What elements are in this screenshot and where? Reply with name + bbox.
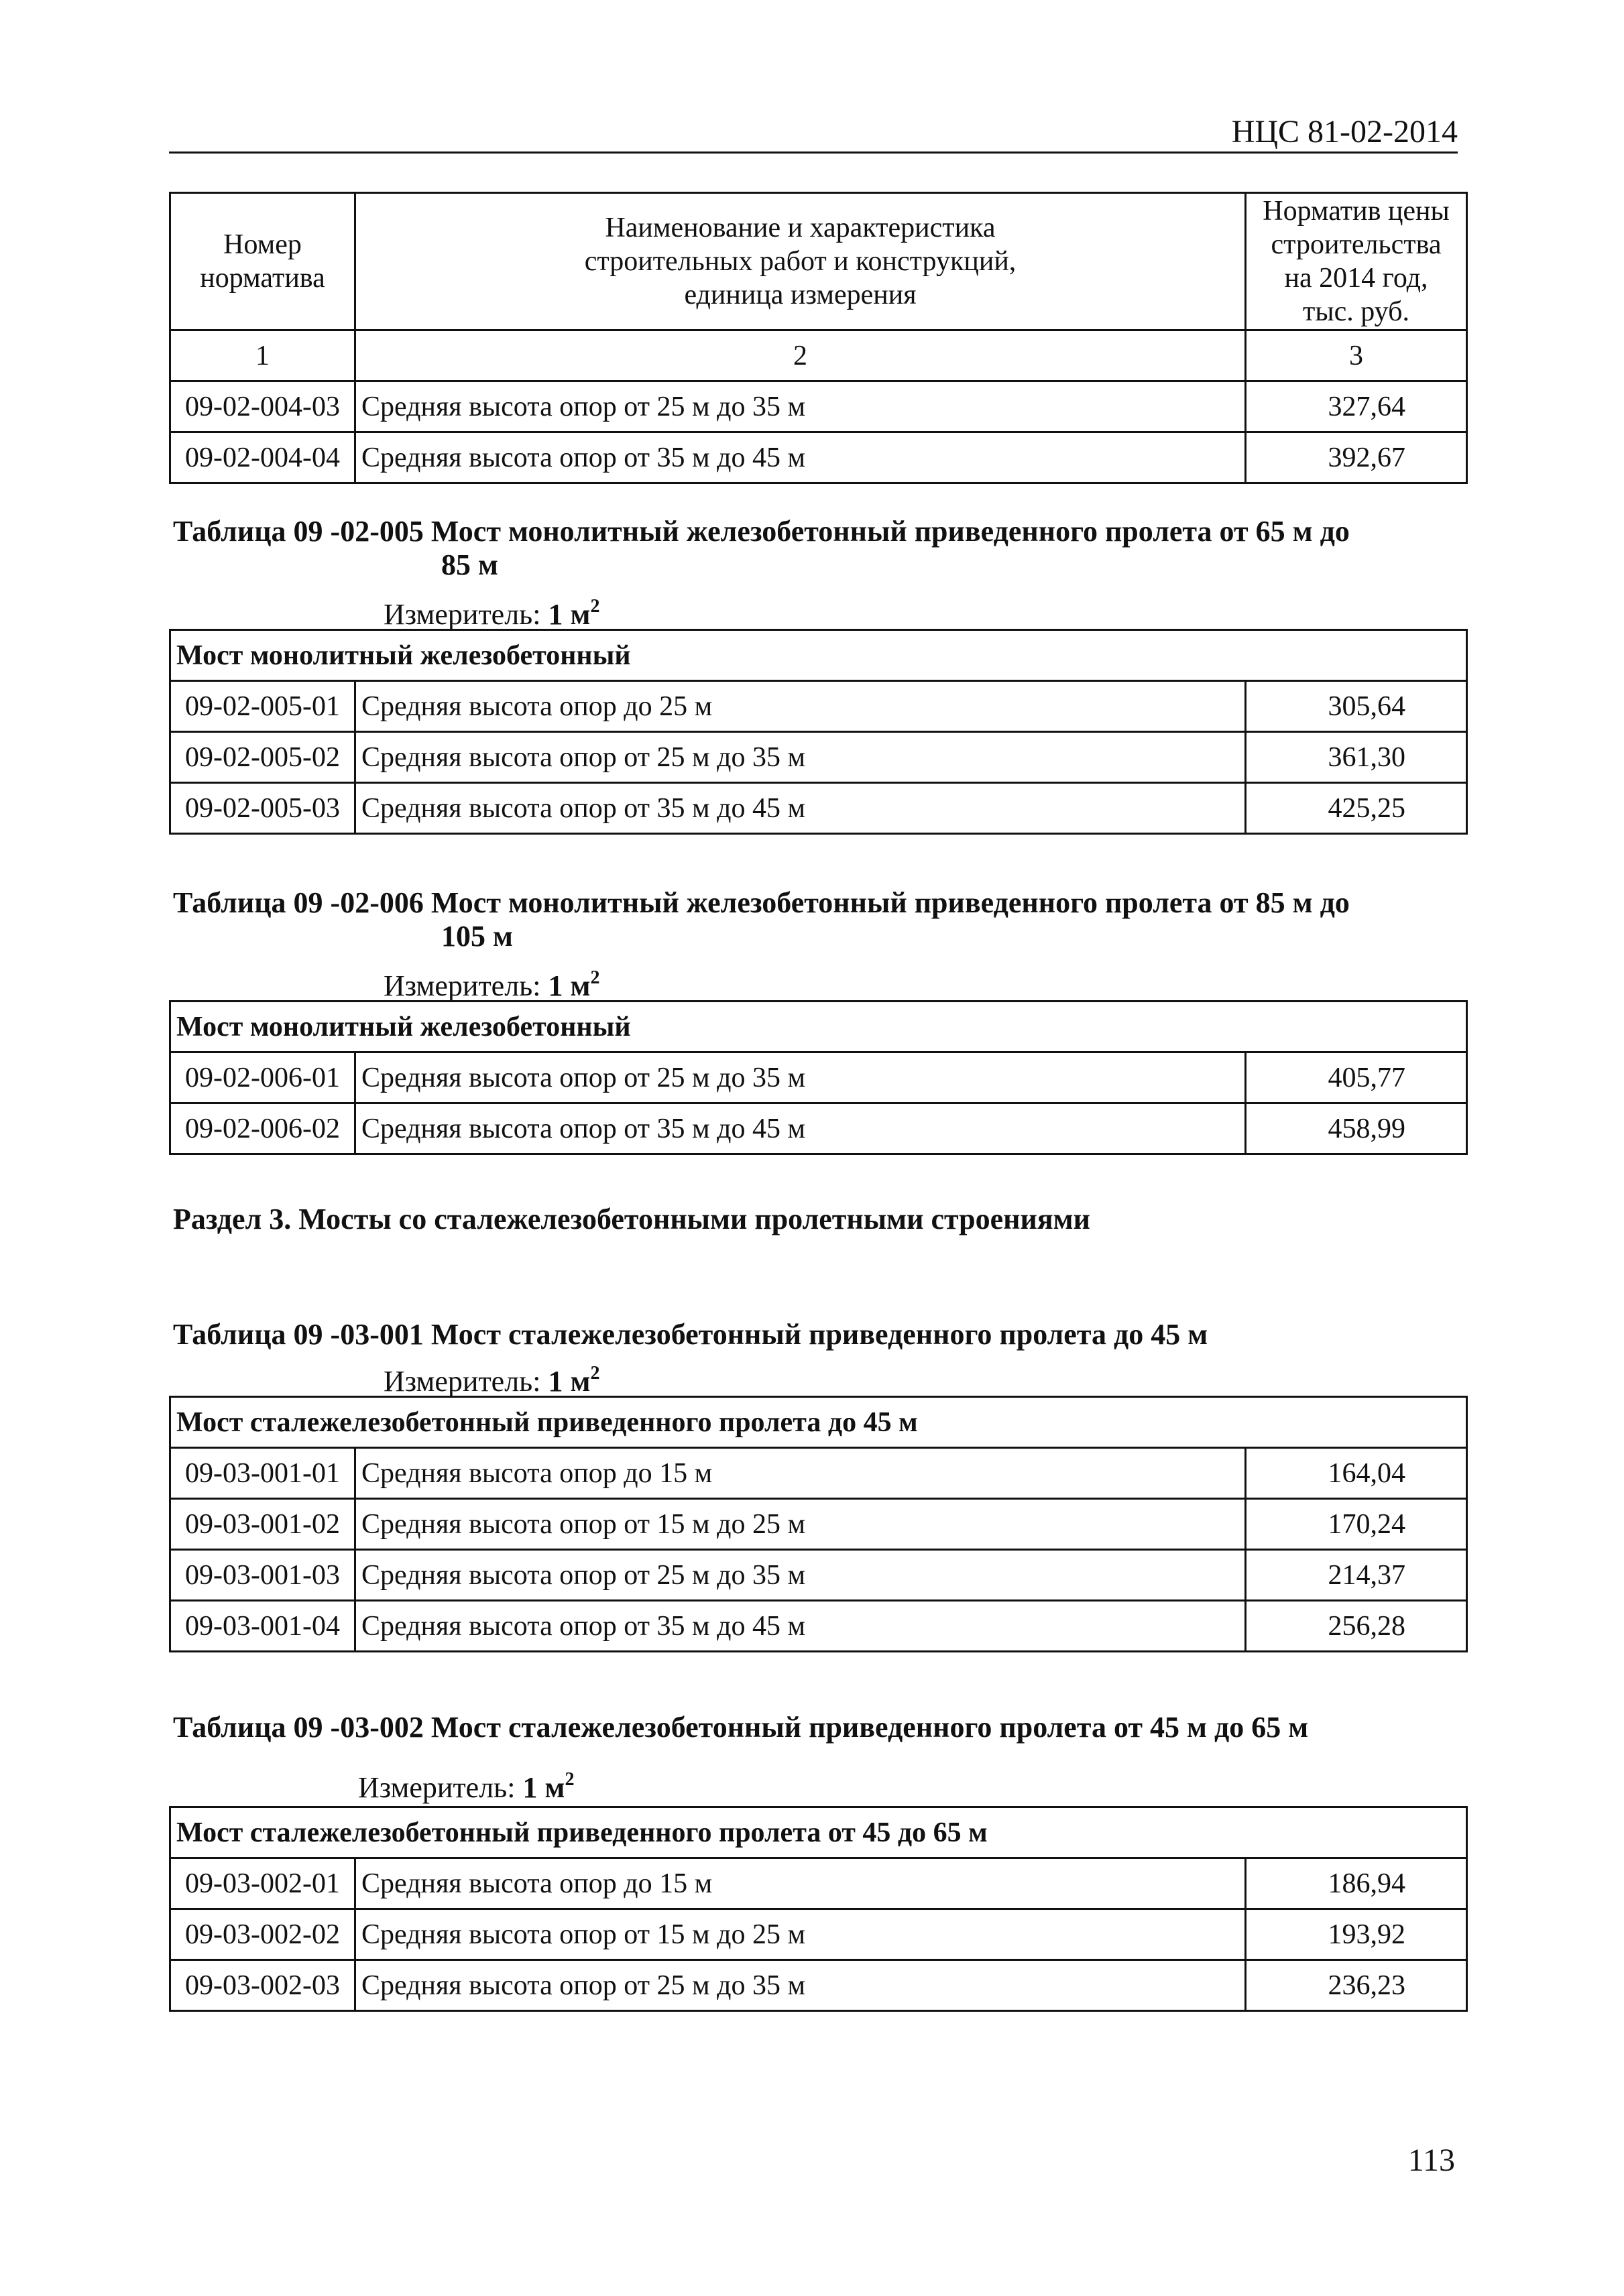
norm-price: 458,99: [1246, 1103, 1467, 1154]
norm-description: Средняя высота опор от 25 м до 35 м: [355, 1052, 1246, 1103]
table-row: [170, 1499, 1467, 1550]
table-row: [170, 1960, 1467, 2011]
norm-code: 09-03-001-04: [170, 1601, 355, 1652]
table-09-03-001: [169, 1396, 1468, 1652]
group-title: Мост сталежелезобетонный приведенного пролета до 45 м: [170, 1397, 1467, 1448]
norm-price: 186,94: [1246, 1858, 1467, 1909]
table-row: [170, 1909, 1467, 1960]
column-index: 1: [170, 330, 355, 381]
norm-code: 09-02-005-02: [170, 732, 355, 783]
unit-of-measure: Измеритель: 1 $м^2$: [384, 967, 600, 1002]
table-row: [170, 432, 1467, 483]
group-title: Мост монолитный железобетонный: [170, 1002, 1467, 1052]
norm-price: 214,37: [1246, 1550, 1467, 1601]
norm-description: Средняя высота опор от 15 м до 25 м: [355, 1499, 1246, 1550]
norm-price: 256,28: [1246, 1601, 1467, 1652]
norm-description: Средняя высота опор от 35 м до 45 м: [355, 1601, 1246, 1652]
group-title: Мост монолитный железобетонный: [170, 630, 1467, 681]
table-09-02-006: [169, 1000, 1468, 1155]
group-title: Мост сталежелезобетонный приведенного пролета от 45 до 65 м: [170, 1807, 1467, 1858]
table-caption: Таблица 09 -02-005 Мост монолитный железобетонный приведенного пролета от 65 м до 85 м: [173, 515, 1350, 581]
norm-description: Средняя высота опор от 25 м до 35 м: [355, 1550, 1246, 1601]
header-divider: [169, 152, 1458, 154]
table-row: [170, 1052, 1467, 1103]
column-index: 3: [1246, 330, 1467, 381]
norm-price: 361,30: [1246, 732, 1467, 783]
norm-description: Средняя высота опор от 25 м до 35 м: [355, 732, 1246, 783]
norm-price: 170,24: [1246, 1499, 1467, 1550]
document-code: НЦС 81-02-2014: [1231, 114, 1458, 149]
table-row: [170, 1103, 1467, 1154]
table-row: [170, 1448, 1467, 1499]
group-header-row: [170, 630, 1467, 681]
column-header-price: Норматив цены строительства на 2014 год, тыс. руб.: [1246, 193, 1467, 330]
norm-code: 09-03-001-01: [170, 1448, 355, 1499]
norm-description: Средняя высота опор от 35 м до 45 м: [355, 783, 1246, 834]
table-row: [170, 1601, 1467, 1652]
table-row: [170, 1858, 1467, 1909]
norm-description: Средняя высота опор от 15 м до 25 м: [355, 1909, 1246, 1960]
norm-price: 425,25: [1246, 783, 1467, 834]
column-header-code: Номер норматива: [170, 193, 355, 330]
norm-code: 09-03-002-03: [170, 1960, 355, 2011]
norm-code: 09-03-001-03: [170, 1550, 355, 1601]
norm-description: Средняя высота опор до 15 м: [355, 1858, 1246, 1909]
norm-code: 09-02-005-03: [170, 783, 355, 834]
column-index: 2: [355, 330, 1246, 381]
table-row: [170, 783, 1467, 834]
unit-of-measure: Измеритель: 1 $м^2$: [384, 596, 600, 631]
norm-description: Средняя высота опор от 25 м до 35 м: [355, 1960, 1246, 2011]
norm-price: 392,67: [1246, 432, 1467, 483]
norm-code: 09-02-004-03: [170, 381, 355, 432]
norm-code: 09-02-004-04: [170, 432, 355, 483]
norm-code: 09-03-001-02: [170, 1499, 355, 1550]
section-title: Раздел 3. Мосты со сталежелезобетонными пролетными строениями: [173, 1203, 1090, 1235]
norm-description: Средняя высота опор до 15 м: [355, 1448, 1246, 1499]
group-header-row: [170, 1397, 1467, 1448]
norm-code: 09-03-002-01: [170, 1858, 355, 1909]
table-09-02-005: [169, 629, 1468, 835]
group-header-row: [170, 1002, 1467, 1052]
norm-price: 405,77: [1246, 1052, 1467, 1103]
norm-price: 193,92: [1246, 1909, 1467, 1960]
table-row: [170, 681, 1467, 732]
norm-code: 09-02-006-02: [170, 1103, 355, 1154]
table-row: [170, 1550, 1467, 1601]
norm-price: 305,64: [1246, 681, 1467, 732]
norm-code: 09-03-002-02: [170, 1909, 355, 1960]
table-header-row: [170, 193, 1467, 330]
norm-description: Средняя высота опор от 35 м до 45 м: [355, 1103, 1246, 1154]
table-row: [170, 732, 1467, 783]
table-09-03-002: [169, 1806, 1468, 2012]
unit-of-measure: Измеритель: 1 $м^2$: [358, 1769, 575, 1804]
table-row: [170, 381, 1467, 432]
unit-of-measure: Измеритель: 1 $м^2$: [384, 1363, 600, 1398]
table-caption: Таблица 09 -03-001 Мост сталежелезобетонный приведенного пролета до 45 м: [173, 1318, 1208, 1351]
norm-description: Средняя высота опор от 25 м до 35 м: [355, 381, 1246, 432]
norm-price: 327,64: [1246, 381, 1467, 432]
norm-description: Средняя высота опор до 25 м: [355, 681, 1246, 732]
main-table: [169, 192, 1468, 484]
norm-code: 09-02-006-01: [170, 1052, 355, 1103]
table-caption: Таблица 09 -03-002 Мост сталежелезобетонный приведенного пролета от 45 м до 65 м: [173, 1711, 1309, 1744]
norm-description: Средняя высота опор от 35 м до 45 м: [355, 432, 1246, 483]
group-header-row: [170, 1807, 1467, 1858]
page-number: 113: [1407, 2142, 1455, 2178]
norm-price: 164,04: [1246, 1448, 1467, 1499]
norm-price: 236,23: [1246, 1960, 1467, 2011]
table-caption: Таблица 09 -02-006 Мост монолитный железобетонный приведенного пролета от 85 м до 105 м: [173, 886, 1350, 953]
column-index-row: [170, 330, 1467, 381]
norm-code: 09-02-005-01: [170, 681, 355, 732]
column-header-description: Наименование и характеристика строительных работ и конструкций, единица измерения: [355, 193, 1246, 330]
